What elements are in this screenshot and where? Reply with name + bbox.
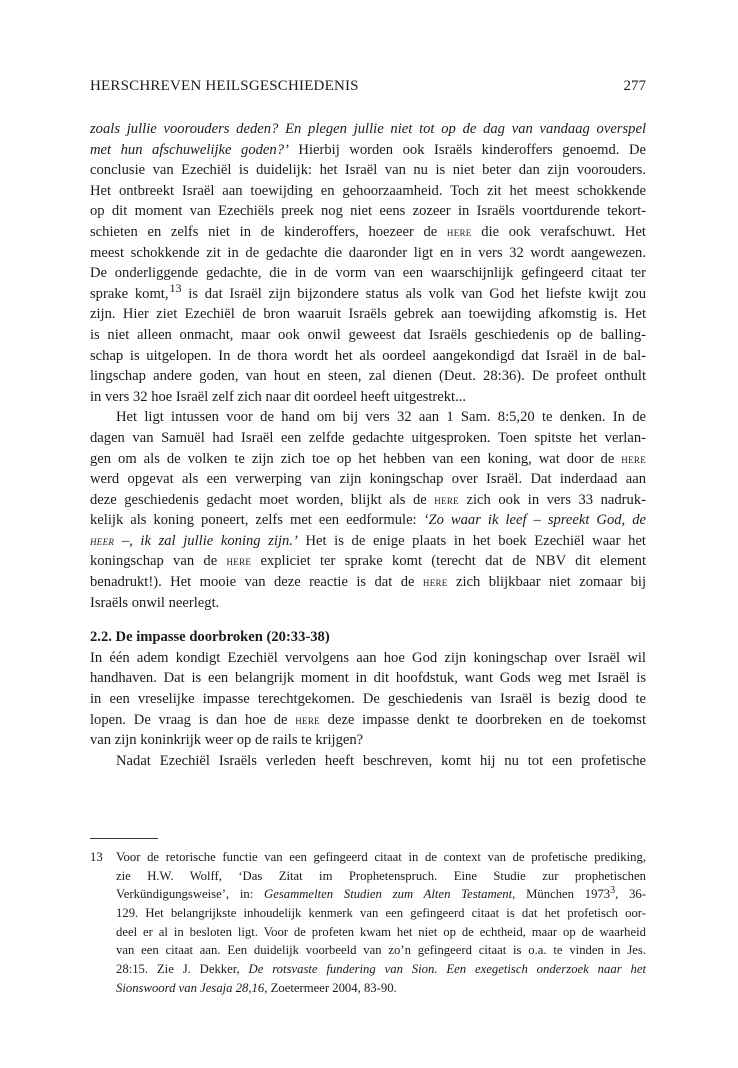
text-line [90,140,646,161]
text-line: In één adem kondigt Ezechiël vervolgens aan hoe God zijn koningschap over Israël wil [90,649,646,666]
book-title: Gesammelten Studien zum Alten Testament [264,887,513,902]
text-span: schieten en zelfs niet in de kinderoffers, hoezeer de [90,223,447,240]
text-line: deel er al in besloten ligt. Voor de profeten kwam het niet op de echtheid, maar op de waarheid [116,924,646,939]
text-line: lingschap andere goden, van hout en steen, zal dienen (Deut. 28:36). De profeet onthult [90,368,646,385]
footnote-separator [90,838,158,839]
text-line [90,710,646,731]
section-gap [90,613,646,627]
text-span: Het is de enige plaats in het boek Ezechiël waar het [297,532,646,549]
text-line [90,510,646,531]
divine-name: here [295,712,320,727]
text-line: Voor de retorische functie van een gefingeerd citaat in de context van de profetische prediking, [116,850,646,864]
text-span: , Zoetermeer 2004, 83-90. [264,980,397,995]
text-span: deze impasse denkt te doorbreken en de toekomst [319,711,646,728]
text-span: zich ook in vers 33 nadruk- [458,491,646,508]
footnote-text [116,848,646,998]
divine-name: here [422,575,448,590]
divine-name: here [621,451,646,466]
text-span: is dat Israël zijn bijzondere status als volk van God het liefste kwijt zou [181,285,646,302]
text-line: handhaven. Dat is een belangrijk moment in dit hoofdstuk, want Gods weg met Israël is [90,670,646,687]
text-span: , München 1973 [512,887,611,902]
footnote-number: 13 [90,850,103,864]
text-line: van zijn koninkrijk weer op de rails te krijgen? [90,732,364,749]
text-line: 129. Het belangrijkste inhoudelijk kenmerk van een gefingeerd citaat is dat het profetisch oor- [116,906,646,921]
text-line: in een vreselijke impasse terechtgekomen. De geschiedenis van Israël is bezig dood te [90,691,646,708]
text-span: Hierbij worden ook Israëls kinderoffers genoemd. De [288,141,646,158]
quote-text: met hun afschuwelijke goden?’ [90,141,289,158]
text-line: zie H.W. Wolff, ‘Das Zitat im Prophetenspruch. Eine Studie zur prophetischen [116,868,646,883]
text-line [90,572,646,593]
text-line: Nadat Ezechiël Israëls verleden heeft beschreven, komt hij nu tot een profetische [116,752,646,769]
text-line [116,960,646,979]
text-line: in vers 32 hoe Israël zelf zich naar dit oordeel heeft uitgestrekt... [90,388,467,405]
quote-text: –, ik zal jullie koning zijn.’ [114,532,298,549]
text-line [90,551,646,572]
text-span: sprake komt, [90,285,169,302]
text-line: dagen van Samuël had Israël een zelfde gedachte uitgesproken. Toen spitste het verlan- [90,429,646,446]
text-line [90,449,646,470]
main-text [90,119,646,771]
divine-name: here [226,554,252,569]
text-span: expliciet ter sprake komt (terecht dat de NBV dit element [251,553,647,570]
paragraph-1 [90,119,646,407]
page-number: 277 [623,78,646,94]
text-span: zich blijkbaar niet zomaar bij [447,574,646,591]
quote-text: zoals jullie voorouders deden? En plegen jullie niet tot op de dag van vandaag overspel [90,121,646,137]
text-span: kelijk als koning poneert, zelfs met een eedformule: [90,512,424,529]
text-span: gen om als de volken te zijn zich toe op het hebben van een koning, wat door de [90,450,622,467]
text-line: meest schokkende zit in de gedachte die daaronder ligt en in vers 32 wordt aangewezen. [90,244,646,261]
book-title: De rotsvaste fundering van Sion. Een exegetisch onderzoek naar het [248,962,646,977]
text-line: De onderliggende gedachte, die in de vorm van een waarschijnlijk gefingeerd citaat ter [90,265,646,282]
paragraph-3 [90,648,646,751]
text-line [90,222,646,243]
text-line [90,531,646,552]
book-title: Sionswoord van Jesaja 28,16 [116,980,265,995]
running-title: HERSCHREVEN HEILSGESCHIEDENIS [90,78,359,94]
text-line [90,280,646,305]
text-line: op dit moment van Ezechiëls preek nog niet eens zozeer in Israëls voortdurende tekort- [90,203,646,220]
text-span: lopen. De vraag is dan hoe de [90,711,296,728]
text-line [90,490,646,511]
text-span: die ook verafschuwt. Het [471,223,646,240]
text-span: , 36- [615,887,646,902]
text-line: van een citaat aan. Een duidelijk voorbeeld van zo’n gefingeerd citaat is o.a. te vinden in Jes. [116,943,646,958]
text-line: werd opgevat als een verwerping van zijn koningschap over Israël. Dat inderdaad aan [90,471,646,488]
text-span: koningschap van de [90,553,227,570]
text-line [90,119,646,140]
paragraph-4 [90,751,646,772]
text-line [116,885,646,904]
text-line: Het ligt intussen voor de hand om bij vers 32 aan 1 Sam. 8:5,20 te denken. In de [116,409,646,426]
text-line [116,979,646,998]
footnote-reference[interactable]: 13 [169,280,182,295]
text-line: schap is uitgelopen. In de thora wordt het als oordeel aangekondigd dat Israël in de bal- [90,347,646,364]
divine-name: here [434,492,459,507]
quote-text: ‘Zo waar ik leef – spreekt God, de [423,512,646,529]
section-heading: 2.2. De impasse doorbroken (20:33-38) [90,629,330,646]
text-line: zijn. Hier ziet Ezechiël de bron waaruit Israëls gebrek aan toewijding afkomstig is. Het [90,306,646,323]
text-line: Het ontbreekt Israël aan toewijding en gehoorzaamheid. Toch zit het meest schokkende [90,182,646,199]
text-line: conclusie van Ezechiël is duidelijk: het Israël van nu is niet beter dan zijn voorouders. [90,162,646,179]
text-span: deze geschiedenis gedacht moet worden, blijkt als de [90,491,435,508]
paragraph-2 [90,407,646,613]
text-line: Israëls onwil neerlegt. [90,594,220,611]
text-span: Verkündigungsweise’, in: [116,887,265,902]
text-span: benadrukt!). Het mooie van deze reactie is dat de [90,574,423,591]
edition-superscript: 3 [610,885,616,897]
text-line: is niet alleen onmacht, maar ook onwil geweest dat Israëls geschiedenis op de balling- [90,326,646,343]
text-span: 28:15. Zie J. Dekker, [116,962,249,977]
running-header [90,78,646,98]
divine-name: heer [90,533,115,548]
divine-name: here [446,224,472,239]
